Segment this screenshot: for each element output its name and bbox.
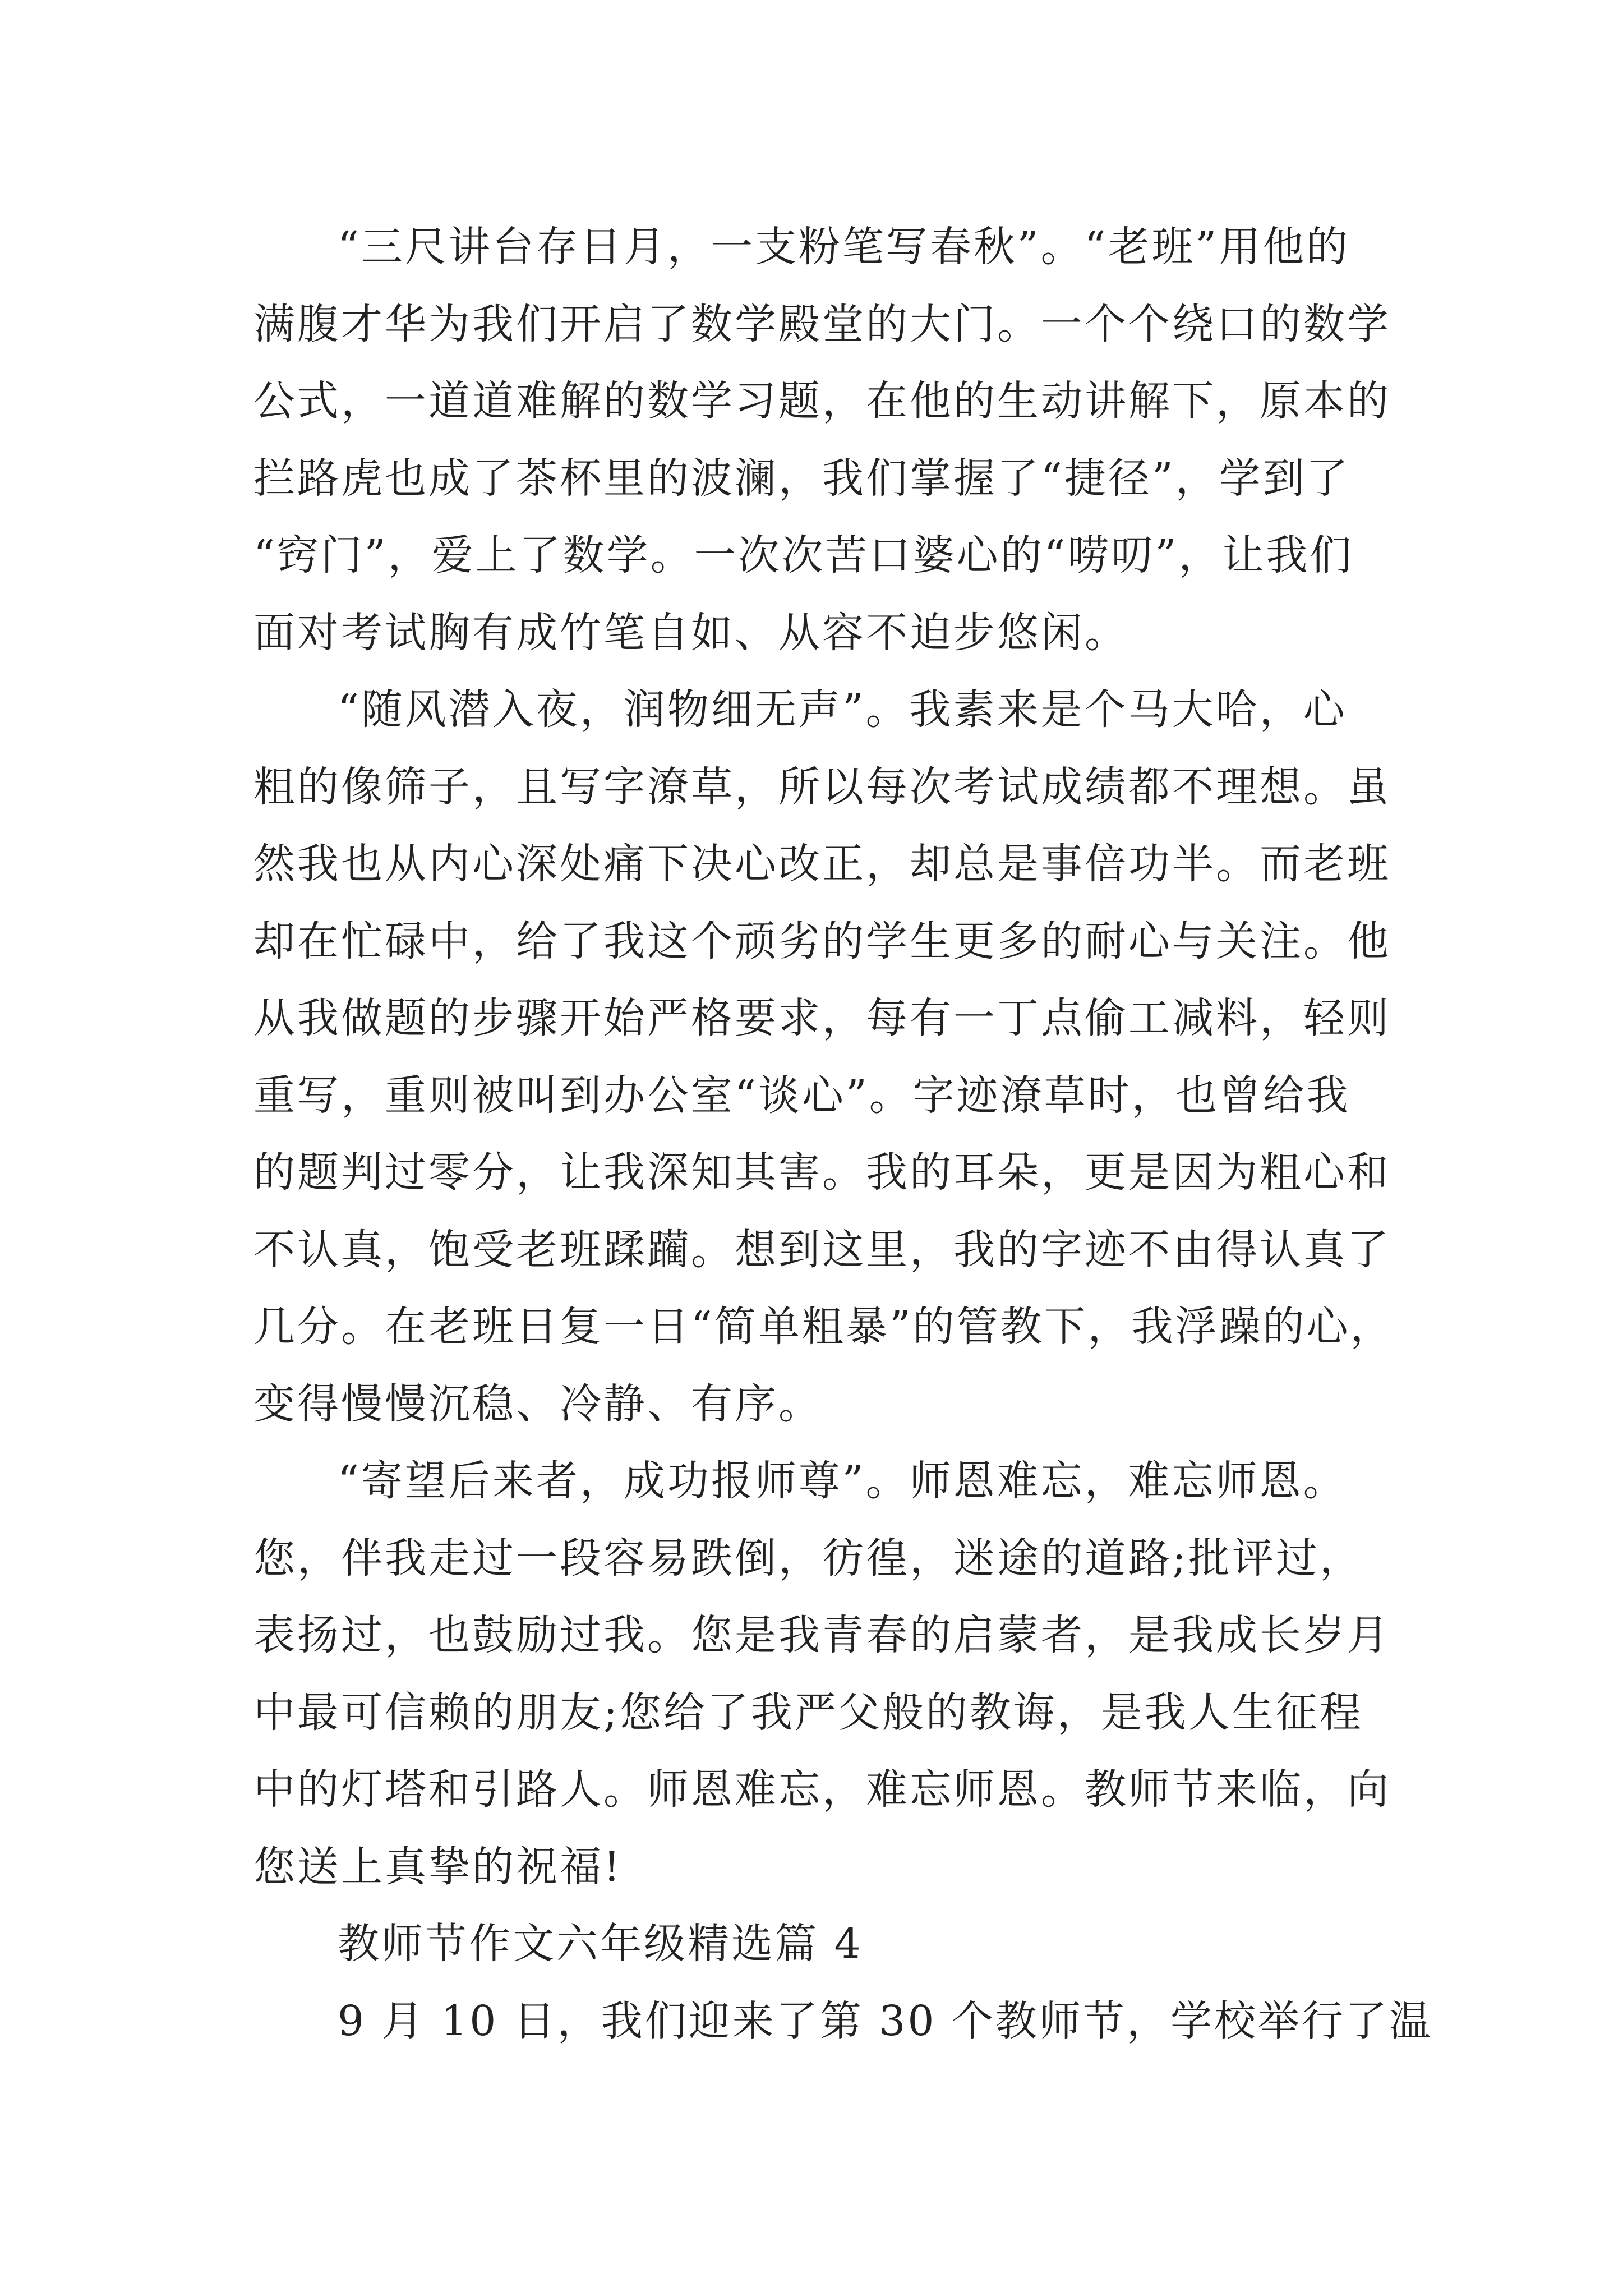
document-body [253, 209, 1433, 2060]
text-line: 重写，重则被叫到办公室“谈心”。字迹潦草时，也曾给我 [253, 1071, 1350, 1120]
text-line: 您送上真挚的祝福! [253, 1842, 623, 1891]
text-line: “寄望后来者，成功报师尊”。师恩难忘，难忘师恩。 [338, 1457, 1347, 1505]
text-line: 几分。在老班日复一日“简单粗暴”的管教下，我浮躁的心， [253, 1303, 1394, 1351]
text-line: 中的灯塔和引路人。师恩难忘，难忘师恩。教师节来临，向 [253, 1765, 1391, 1814]
text-line: 却在忙碌中，给了我这个顽劣的学生更多的耐心与关注。他 [253, 917, 1391, 965]
text-line: 从我做题的步骤开始严格要求，每有一丁点偷工减料，轻则 [253, 994, 1391, 1042]
text-line: 您，伴我走过一段容易跌倒，彷徨，迷途的道路;批评过， [253, 1534, 1363, 1582]
section-heading: 教师节作文六年级精选篇 4 [338, 1920, 863, 1968]
text-line: “窍门”，爱上了数学。一次次苦口婆心的“唠叨”，让我们 [253, 531, 1354, 579]
text-line: 满腹才华为我们开启了数学殿堂的大门。一个个绕口的数学 [253, 300, 1391, 348]
text-line: 不认真，饱受老班蹂躏。想到这里，我的字迹不由得认真了 [253, 1225, 1391, 1274]
text-line: 中最可信赖的朋友;您给了我严父般的教诲，是我人生征程 [253, 1688, 1363, 1737]
text-line: 面对考试胸有成竹笔自如、从容不迫步悠闲。 [253, 608, 1128, 657]
text-line: 9 月 10 日，我们迎来了第 30 个教师节，学校举行了温 [338, 1996, 1433, 2045]
text-line: “三尺讲台存日月，一支粉笔写春秋”。“老班”用他的 [338, 223, 1350, 271]
text-line: 然我也从内心深处痛下决心改正，却总是事倍功半。而老班 [253, 840, 1391, 888]
text-line: 粗的像筛子，且写字潦草，所以每次考试成绩都不理想。虽 [253, 762, 1391, 811]
text-line: “随风潜入夜，润物细无声”。我素来是个马大哈，心 [338, 685, 1347, 734]
text-line: 表扬过，也鼓励过我。您是我青春的启蒙者，是我成长岁月 [253, 1611, 1391, 1659]
text-line: 的题判过零分，让我深知其害。我的耳朵，更是因为粗心和 [253, 1148, 1391, 1197]
text-line: 公式，一道道难解的数学习题，在他的生动讲解下，原本的 [253, 377, 1391, 425]
text-line: 变得慢慢沉稳、冷静、有序。 [253, 1379, 822, 1428]
text-line: 拦路虎也成了茶杯里的波澜，我们掌握了“捷径”，学到了 [253, 454, 1350, 503]
